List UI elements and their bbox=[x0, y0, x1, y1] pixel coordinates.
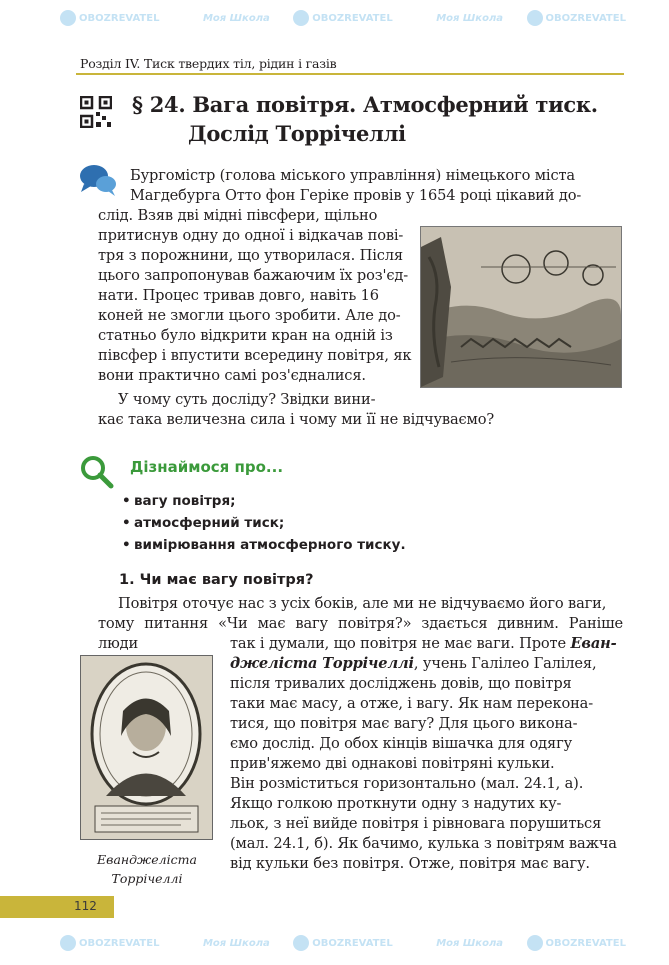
section-title: § 24. Вага повітря. Атмосферний тиск. Дослід Торрічеллі bbox=[132, 92, 598, 146]
intro-line: вони практично самі роз'єдналися. bbox=[98, 367, 366, 384]
watermark-row: OBOZREVATEL Моя Школа OBOZREVATEL Моя Школа OBOZREVATEL bbox=[0, 10, 626, 26]
portrait-caption: Еванджеліста Торрічеллі bbox=[97, 852, 197, 886]
intro-line: кає така величезна сила і чому ми її не відчуваємо? bbox=[98, 411, 495, 428]
learn-heading: Дізнаймося про... bbox=[130, 458, 284, 476]
intro-line: слід. Взяв дві мідні півсфери, щільно bbox=[98, 207, 378, 224]
body-line: (мал. 24.1, б). Як бачимо, кулька з повітрям важча bbox=[230, 835, 617, 852]
magnifier-icon bbox=[80, 455, 114, 489]
body-line: таки має масу, а отже, і вагу. Як нам переконa- bbox=[230, 695, 594, 712]
page-number: 112 bbox=[74, 899, 97, 913]
body-line: льок, з неї вийде повітря і рівновага порушиться bbox=[230, 815, 602, 832]
intro-line: цього запропонував бажаючим їх роз'єд- bbox=[98, 267, 409, 284]
list-item: • вимірювання атмосферного тиску. bbox=[122, 534, 406, 556]
intro-line: У чому суть досліду? Звідки вини- bbox=[118, 391, 376, 408]
body-line: Якщо голкою проткнути одну з надутих ку- bbox=[230, 795, 562, 812]
body-line: від кульки без повітря. Отже, повітря має вагу. bbox=[230, 855, 590, 872]
learn-list bbox=[122, 490, 406, 556]
magdeburg-hemispheres-engraving bbox=[420, 226, 622, 388]
intro-line: Магдебурга Отто фон Геріке провів у 1654 році цікавий до- bbox=[130, 187, 582, 204]
list-item: • атмосферний тиск; bbox=[122, 512, 406, 534]
body-line: ємо дослід. До обох кінців вішачка для одягу bbox=[230, 735, 573, 752]
intro-line: півсфер і впустити всередину повітря, як bbox=[98, 347, 412, 364]
intro-line: коней не змогли цього зробити. Але до- bbox=[98, 307, 401, 324]
body-line: тому питання «Чи має вагу повітря?» здається дивним. Раніше люди bbox=[98, 615, 623, 653]
body-line: після тривалих досліджень довів, що повітря bbox=[230, 675, 572, 692]
body-line: так і думали, що повітря не має ваги. Проте Еван- bbox=[230, 635, 617, 652]
body-line: Він розміститься горизонтально (мал. 24.1, а). bbox=[230, 775, 584, 792]
body-line: тися, що повітря має вагу? Для цього викона- bbox=[230, 715, 578, 732]
torricelli-portrait bbox=[80, 655, 213, 840]
intro-line: нати. Процес тривав довго, навіть 16 bbox=[98, 287, 379, 304]
intro-line: статньо було відкрити кран на одній із bbox=[98, 327, 393, 344]
list-item: • вагу повітря; bbox=[122, 490, 406, 512]
subsection-heading: 1. Чи має вагу повітря? bbox=[119, 572, 314, 588]
intro-line: Бургомістр (голова міського управління) німецького міста bbox=[130, 167, 575, 184]
qr-code-icon bbox=[80, 96, 112, 128]
chat-bubbles-icon bbox=[78, 162, 118, 198]
body-line: прив'яжемо дві однакові повітряні кульки. bbox=[230, 755, 555, 772]
chapter-header: Розділ IV. Тиск твердих тіл, рідин і газів bbox=[80, 56, 337, 71]
body-line: Повітря оточує нас з усіх боків, але ми не відчуваємо його ваги, bbox=[118, 595, 607, 612]
body-line: джеліста Торрічеллі, учень Галілео Галілея, bbox=[230, 655, 597, 672]
header-divider bbox=[76, 73, 624, 75]
intro-line: тря з порожнини, що утворилася. Після bbox=[98, 247, 403, 264]
watermark-row: OBOZREVATEL Моя Школа OBOZREVATEL Моя Школа OBOZREVATEL bbox=[0, 935, 626, 951]
intro-line: притиснув одну до одної і відкачав пові- bbox=[98, 227, 404, 244]
